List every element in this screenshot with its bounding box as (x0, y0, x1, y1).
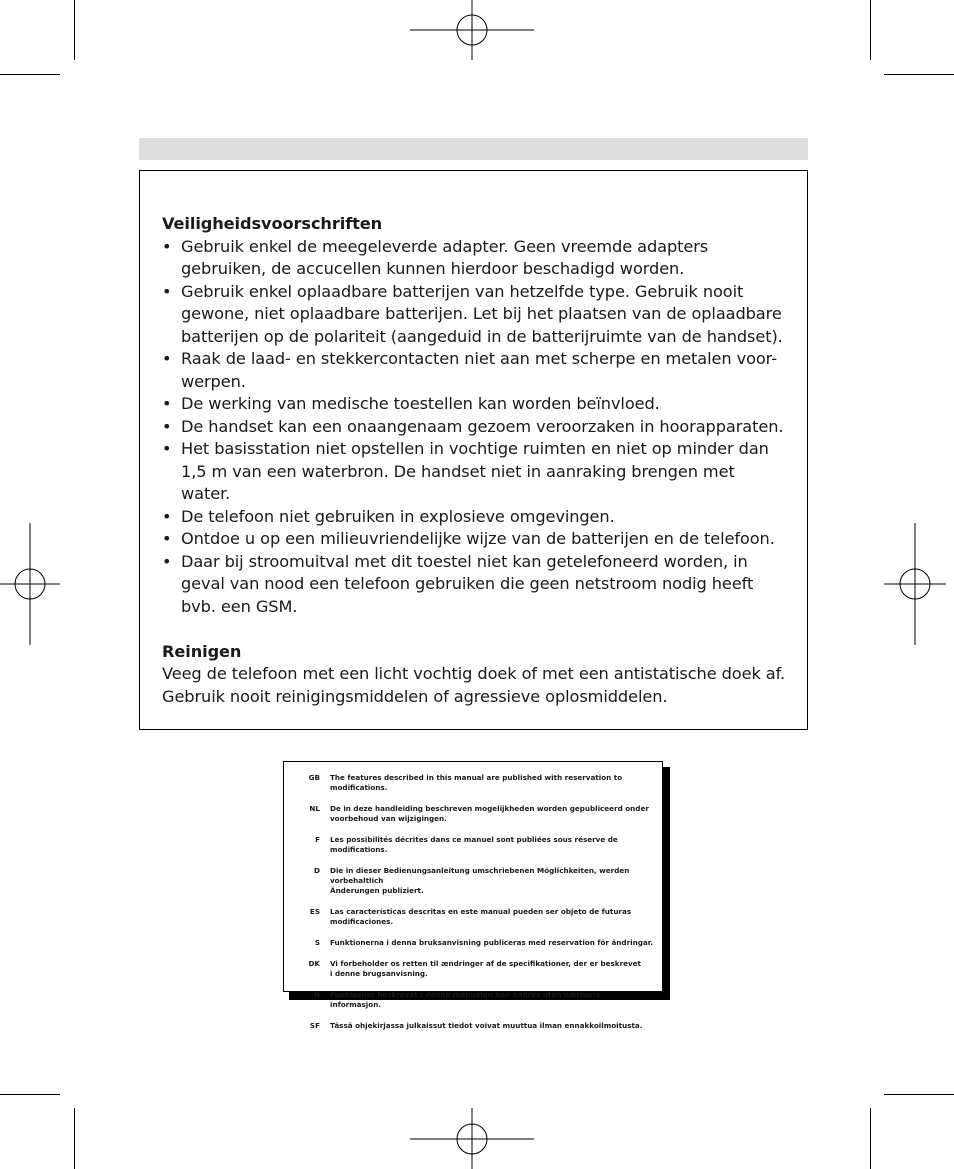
bullet-icon: • (162, 506, 172, 526)
registration-mark (410, 0, 534, 60)
safety-list (162, 236, 787, 619)
list-item: • Raak de laad- en stekkercontacten niet aan met scherpe en metalen voor-werpen. (162, 349, 777, 391)
bullet-icon: • (162, 529, 172, 548)
bullet-icon: • (162, 551, 172, 571)
registration-mark (884, 523, 946, 645)
language-code: ES (309, 907, 320, 916)
list-item: • Daar bij stroomuitval met dit toestel niet kan getelefoneerd worden, in geval van nood een telefoon gebruiken die geen netstroom nodig heeft bvb. een GSM. (162, 551, 754, 616)
notice-text: Les possibilités décrites dans ce manuel sont publiées sous réserve de modifications. (330, 835, 618, 854)
safety-heading: Veiligheidsvoorschriften (162, 214, 383, 233)
notice-row (294, 938, 654, 948)
language-code: DK (308, 959, 320, 968)
cleaning-heading: Reinigen (162, 641, 242, 661)
notice-row (294, 773, 654, 793)
registration-mark (0, 523, 60, 645)
language-code: F (315, 835, 320, 844)
notice-row (294, 1021, 654, 1031)
notice-text: De in deze handleiding beschreven mogelijkheden worden gepubliceerd onder voorbehoud van wijzigingen. (330, 804, 649, 823)
notice-rows (294, 773, 654, 1042)
notice-row (294, 835, 654, 855)
crop-mark (74, 0, 75, 60)
language-code: GB (308, 773, 320, 782)
cleaning-text: Veeg de telefoon met een licht vochtig doek of met een antistatische doek af. Gebruik nooit reinigingsmiddelen of agressieve oplosmiddelen. (162, 664, 786, 706)
notice-text: Tässä ohjekirjassa julkaissut tiedot voivat muuttua ilman ennakkoilmoitusta. (330, 1021, 643, 1030)
content-text (162, 213, 787, 708)
bullet-icon: • (162, 439, 172, 458)
bullet-icon: • (162, 349, 172, 368)
notice-text: Die in dieser Bedienungsanleitung umschriebenen Möglichkeiten, werden vorbehaltlich Änderungen publiziert. (330, 866, 630, 895)
content-box (139, 170, 808, 730)
notice-text: Funktionerna i denna bruksanvisning publiceras med reservation för ändringar. (330, 938, 653, 947)
bullet-icon: • (162, 416, 172, 436)
notice-row (294, 866, 654, 896)
bullet-icon: • (162, 394, 172, 413)
registration-mark (410, 1108, 534, 1169)
notice-text: Vi forbeholder os retten til ændringer af de specifikationer, der er beskrevet i denne brugsanvisning. (330, 959, 641, 978)
notice-row (294, 907, 654, 927)
list-item: • Gebruik enkel de meegeleverde adapter. Geen vreemde adapters gebruiken, de accucellen kunnen hierdoor beschadigd worden. (162, 236, 709, 278)
notice-text: The features described in this manual are published with reservation to modifications. (330, 773, 623, 792)
language-code: D (314, 866, 320, 875)
crop-mark (884, 74, 954, 75)
language-code: SF (309, 1021, 320, 1030)
crop-mark (870, 1108, 871, 1169)
crop-mark (0, 1094, 60, 1095)
notice-box (283, 761, 663, 1030)
spacer (162, 618, 787, 641)
crop-mark (0, 74, 60, 75)
crop-mark (870, 0, 871, 60)
list-item: • Ontdoe u op een milieuvriendelijke wijze van de batterijen en de telefoon. (162, 528, 787, 551)
crop-mark (884, 1094, 954, 1095)
list-item: • De werking van medische toestellen kan worden beïnvloed. (162, 393, 787, 416)
notice-text: Las características descritas en este manual pueden ser objeto de futuras modificaciones. (330, 907, 632, 926)
list-item: • De telefoon niet gebruiken in explosieve omgevingen. (162, 506, 787, 529)
list-item: • Gebruik enkel oplaadbare batterijen van hetzelfde type. Gebruik nooit gewone, niet oplaadbare batterijen. Let bij het plaatsen van de oplaadbare batterijen op de polariteit (aangeduid in de batterijruimte van de handset). (162, 281, 783, 346)
notice-row (294, 804, 654, 824)
language-code: N (313, 990, 320, 999)
notice-row (294, 959, 654, 979)
bullet-icon: • (162, 236, 172, 256)
list-item: • De handset kan een onaangenaam gezoem veroorzaken in hoorapparaten. (162, 416, 787, 439)
crop-mark (74, 1108, 75, 1169)
notice-text: Funksjoner beskrevet i denne manualen kan endres uten nærmere informasjon. (330, 990, 601, 1009)
bullet-icon: • (162, 281, 172, 301)
header-bar (139, 138, 808, 160)
notice-row (294, 990, 654, 1010)
list-item: • Het basisstation niet opstellen in vochtige ruimten en niet op minder dan 1,5 m van een waterbron. De handset niet in aanraking brengen met water. (162, 439, 769, 503)
language-code: NL (309, 804, 320, 813)
language-code: S (314, 938, 320, 947)
